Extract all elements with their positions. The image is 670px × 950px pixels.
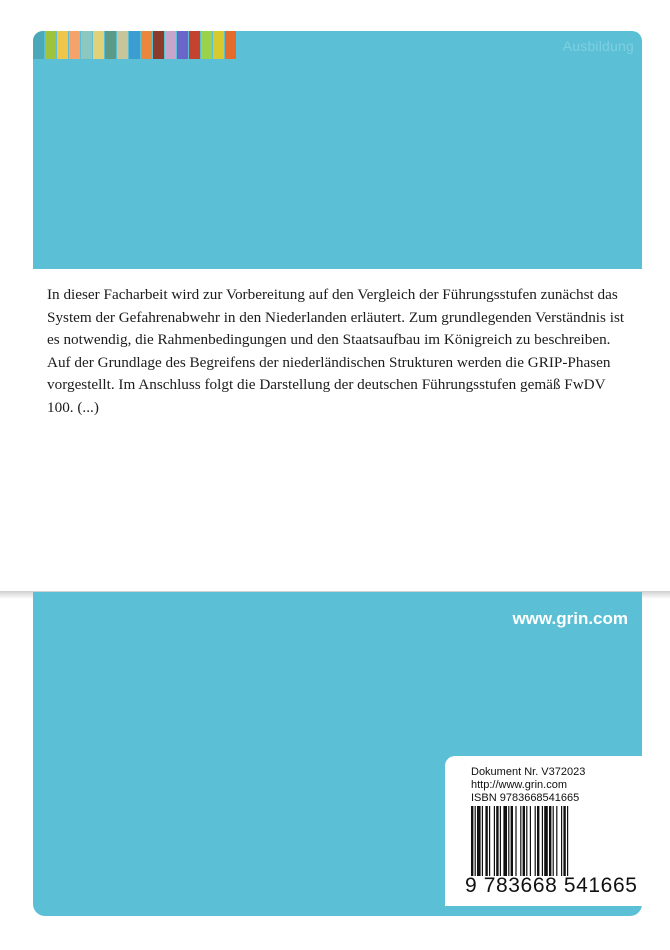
barcode-bar — [544, 806, 548, 876]
back-cover-blurb: In dieser Facharbeit wird zur Vorbereitung auf den Vergleich der Führungsstufen zunächst das System der Gefahrenabwehr in den Niederlanden erläutert. Zum grundlegenden Verständnis ist es notwendig, die Rahmenbedingungen und den Staatsaufbau im Königreich zu beschreiben. Auf der Grundlage des Begreifens der niederländischen Strukturen werden die GRIP-Phasen vorgestellt. Im Anschluss folgt die Darstellung der deutschen Führungsstufen gemäß FwDV 100. (...) — [47, 286, 625, 416]
color-strip — [33, 31, 237, 59]
color-swatch — [57, 31, 68, 59]
barcode-bar — [561, 806, 562, 876]
barcode-bar — [471, 806, 473, 876]
color-swatch — [117, 31, 128, 59]
color-swatch — [225, 31, 236, 59]
document-number: Dokument Nr. V372023 — [471, 766, 586, 778]
color-swatch — [153, 31, 164, 59]
color-swatch — [189, 31, 200, 59]
barcode-bar — [508, 806, 509, 876]
barcode-bar — [496, 806, 498, 876]
barcode-bar — [542, 806, 543, 876]
cover-top-panel — [33, 31, 642, 269]
color-swatch — [141, 31, 152, 59]
barcode-bar — [553, 806, 554, 876]
color-swatch — [213, 31, 224, 59]
color-swatch — [165, 31, 176, 59]
color-swatch — [105, 31, 116, 59]
series-label: Ausbildung — [562, 38, 634, 54]
barcode-url: http://www.grin.com — [471, 779, 567, 791]
barcode-bar — [526, 806, 527, 876]
barcode-bar — [475, 806, 476, 876]
color-swatch — [45, 31, 56, 59]
barcode-bar — [563, 806, 565, 876]
barcode-image — [471, 806, 621, 876]
barcode-bar — [489, 806, 490, 876]
barcode-bar — [520, 806, 521, 876]
color-swatch — [129, 31, 140, 59]
barcode-bar — [523, 806, 525, 876]
barcode-bar — [556, 806, 557, 876]
barcode-bar — [482, 806, 483, 876]
barcode-bar — [494, 806, 495, 876]
barcode-bar — [567, 806, 568, 876]
color-swatch — [201, 31, 212, 59]
color-swatch — [93, 31, 104, 59]
barcode-bar — [477, 806, 481, 876]
barcode-digits: 9 783668 541665 — [465, 874, 638, 897]
barcode-bar — [549, 806, 551, 876]
barcode-bar — [503, 806, 507, 876]
color-swatch — [33, 31, 44, 59]
barcode-box — [445, 756, 642, 906]
color-swatch — [177, 31, 188, 59]
barcode-bar — [500, 806, 501, 876]
barcode-bar — [515, 806, 516, 876]
barcode-bar — [530, 806, 531, 876]
color-swatch — [69, 31, 80, 59]
barcode-bar — [485, 806, 487, 876]
barcode-bar — [511, 806, 513, 876]
isbn-text: ISBN 9783668541665 — [471, 792, 580, 804]
publisher-url[interactable]: www.grin.com — [512, 609, 628, 628]
barcode-bar — [537, 806, 539, 876]
color-swatch — [81, 31, 92, 59]
barcode-bar — [535, 806, 536, 876]
